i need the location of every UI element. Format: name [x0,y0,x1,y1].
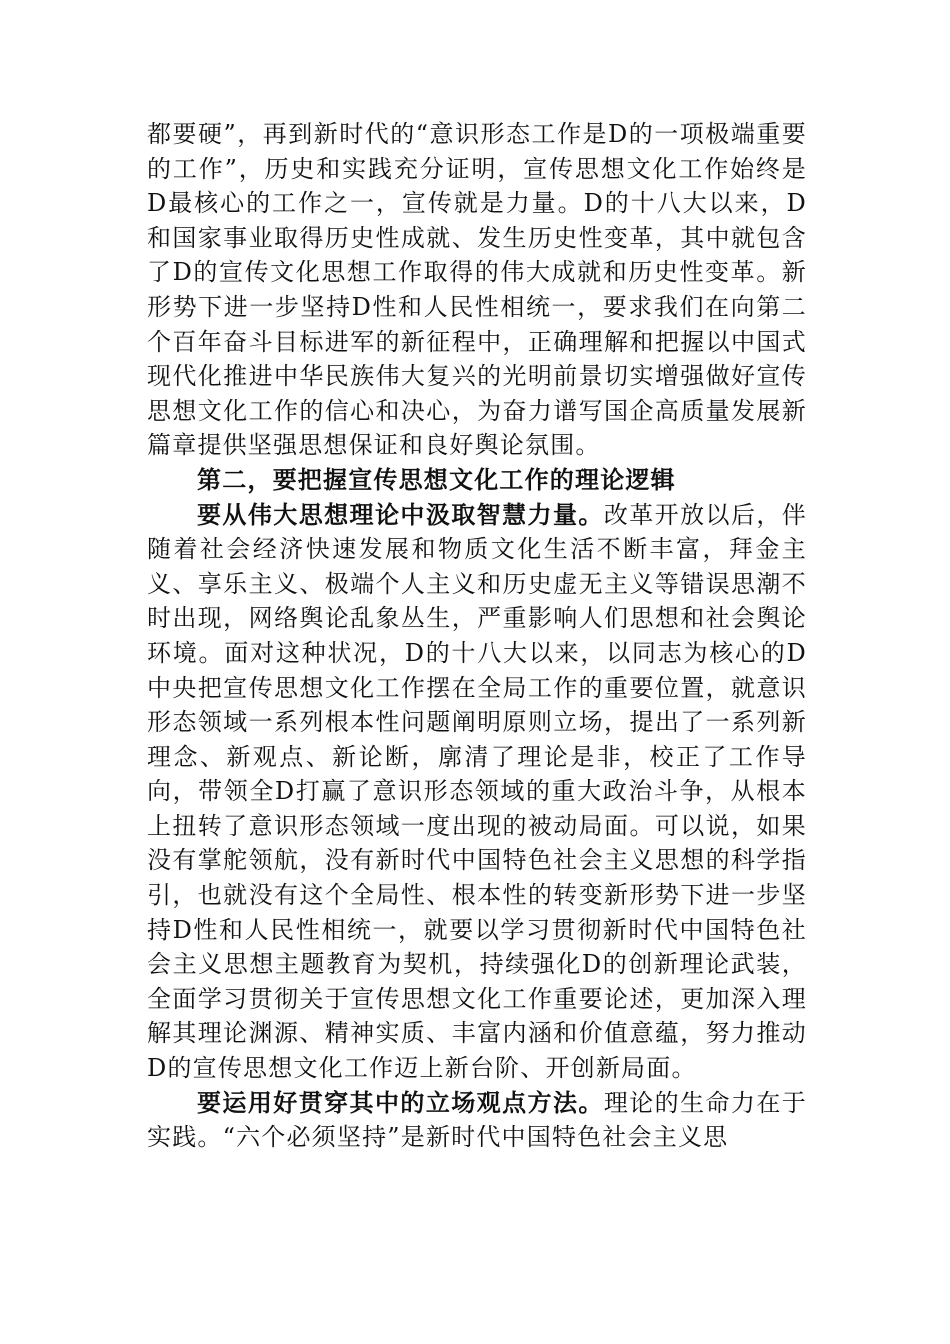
paragraph-theory-wisdom [147,498,807,1086]
paragraph-stance-method [147,1086,807,1155]
paragraph-text: 理论的生命力在于实践。“六个必须坚持”是新时代中国特色社会主义思 [147,1088,807,1152]
paragraph-text: 都要硬”，再到新时代的“意识形态工作是D的一项极端重要的工作”，历史和实践充分证明，宣传思想文化工作始终是D最核心的工作之一，宣传就是力量。D的十八大以来，D和国家事业取得历史性成就、发生历史性变革，其中就包含了D的宣传文化思想工作取得的伟大成就和历史性变革。新形势下进一步坚持D性和人民性相统一，要求我们在向第二个百年奋斗目标进军的新征程中，正确理解和把握以中国式现代化推进中华民族伟大复兴的光明前景切实增强做好宣传思想文化工作的信心和决心，为奋力谱写国企高质量发展新篇章提供坚强思想保证和良好舆论氛围。 [147,120,807,460]
paragraph-lead-sentence: 要从伟大思想理论中汲取智慧力量。 [197,500,604,529]
paragraph-text: 改革开放以后，伴随着社会经济快速发展和物质文化生活不断丰富，拜金主义、享乐主义、极端个人主义和历史虚无主义等错误思潮不时出现，网络舆论乱象丛生，严重影响人们思想和社会舆论环境。面对这种状况，D的十八大以来，以同志为核心的D中央把宣传思想文化工作摆在全局工作的重要位置，就意识形态领域一系列根本性问题阐明原则立场，提出了一系列新理念、新观点、新论断，廓清了理论是非，校正了工作导向，带领全D打赢了意识形态领域的重大政治斗争，从根本上扭转了意识形态领域一度出现的被动局面。可以说，如果没有掌舵领航，没有新时代中国特色社会主义思想的科学指引，也就没有这个全局性、根本性的转变新形势下进一步坚持D性和人民性相统一，就要以学习贯彻新时代中国特色社会主义思想主题教育为契机，持续强化D的创新理论武装，全面学习贯彻关于宣传思想文化工作重要论述，更加深入理解其理论渊源、精神实质、丰富内涵和价值意蕴，努力推动D的宣传思想文化工作迈上新台阶、开创新局面。 [147,500,807,1083]
section-heading: 第二，要把握宣传思想文化工作的理论逻辑 [197,465,676,494]
paragraph-lead-sentence: 要运用好贯穿其中的立场观点方法。 [197,1088,604,1117]
document-body [147,117,807,1155]
paragraph-continuation [147,117,807,463]
